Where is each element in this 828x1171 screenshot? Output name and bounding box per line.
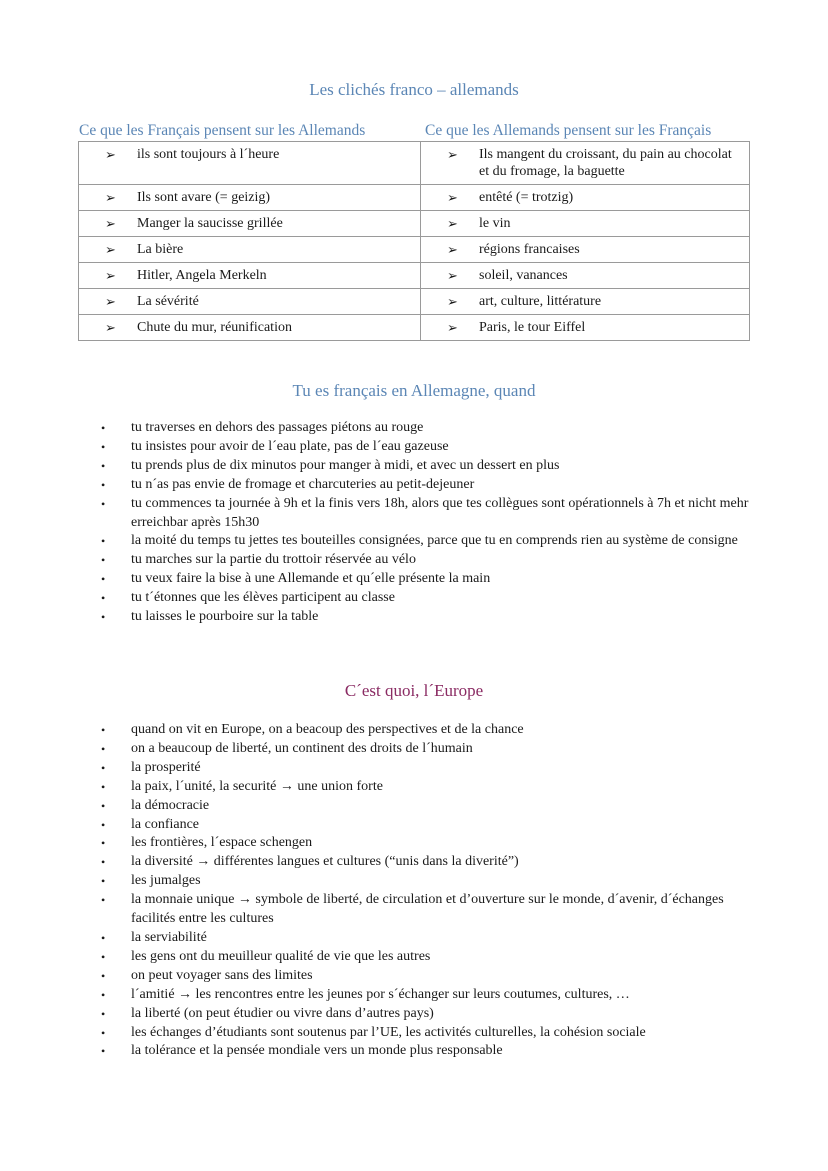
cell-text: La bière bbox=[137, 242, 184, 257]
section-title-francais-en-allemagne: Tu es français en Allemagne, quand bbox=[292, 381, 536, 400]
bullet-icon: • bbox=[101, 760, 106, 775]
list-item-text: les échanges d’étudiants sont soutenus par l’UE, les activités culturelles, la cohésion sociale bbox=[131, 1024, 646, 1040]
cell-text: le vin bbox=[479, 216, 511, 231]
list-item-text: les gens ont du meuilleur qualité de vie que les autres bbox=[131, 948, 431, 964]
list-item bbox=[99, 419, 749, 438]
cell-text: Ils sont avare (= geizig) bbox=[137, 190, 271, 205]
bullet-icon: • bbox=[101, 817, 106, 832]
arrow-bullet-icon: ➢ bbox=[105, 147, 116, 162]
cell-text: ils sont toujours à l´heure bbox=[137, 147, 280, 162]
table-row bbox=[79, 289, 750, 315]
list-item-text: les frontières, l´espace schengen bbox=[131, 835, 313, 851]
left-cell bbox=[79, 211, 421, 237]
arrow-bullet-icon: ➢ bbox=[447, 320, 458, 335]
list-item-text: on a beaucoup de liberté, un continent des droits de l´humain bbox=[131, 740, 473, 756]
bullet-icon: • bbox=[101, 591, 106, 606]
list-item bbox=[99, 570, 749, 589]
arrow-bullet-icon: ➢ bbox=[447, 147, 458, 162]
list-item-text: la moité du temps tu jettes tes bouteilles consignées, parce que tu en comprends rien au système de consigne bbox=[131, 533, 738, 549]
list-item bbox=[99, 797, 749, 816]
list-item-text: les jumalges bbox=[131, 873, 201, 889]
list-item bbox=[99, 495, 749, 533]
list-item bbox=[99, 740, 749, 759]
cell-text: Manger la saucisse grillée bbox=[137, 216, 283, 231]
list-item bbox=[99, 532, 749, 551]
arrow-bullet-icon: ➢ bbox=[105, 190, 116, 205]
arrow-bullet-icon: ➢ bbox=[447, 216, 458, 231]
section-title-europe: C´est quoi, l´Europe bbox=[344, 681, 484, 700]
left-cell bbox=[79, 289, 421, 315]
bullet-icon: • bbox=[101, 855, 106, 870]
list-item bbox=[99, 608, 749, 627]
cell-text: Hitler, Angela Merkeln bbox=[137, 268, 267, 283]
list-item bbox=[99, 948, 749, 967]
list-item-text: on peut voyager sans des limites bbox=[131, 967, 313, 983]
left-cell bbox=[79, 263, 421, 289]
list-item bbox=[99, 834, 749, 853]
list-item-text: la serviabilité bbox=[131, 929, 207, 945]
cell-text: régions francaises bbox=[479, 242, 580, 257]
list-item-text: la confiance bbox=[131, 816, 200, 832]
left-cell bbox=[79, 237, 421, 263]
right-cell bbox=[421, 237, 750, 263]
list-item-text: tu t´étonnes que les élèves participent au classe bbox=[131, 590, 395, 606]
list-item bbox=[99, 986, 749, 1005]
bullet-icon: • bbox=[101, 893, 106, 908]
list-item bbox=[99, 589, 749, 608]
arrow-bullet-icon: ➢ bbox=[105, 320, 116, 335]
list-item-text: tu traverses en dehors des passages piétons au rouge bbox=[131, 420, 424, 435]
arrow-bullet-icon: ➢ bbox=[105, 242, 116, 257]
bullet-icon: • bbox=[101, 534, 106, 549]
europe-list bbox=[99, 721, 749, 1061]
cell-text: art, culture, littérature bbox=[479, 294, 602, 309]
bullet-icon: • bbox=[101, 477, 106, 492]
list-item-text: la liberté (on peut étudier ou vivre dans d’autres pays) bbox=[131, 1005, 434, 1021]
list-item-text: tu veux faire la bise à une Allemande et qu´elle présente la main bbox=[131, 571, 491, 587]
list-item-text: la démocracie bbox=[131, 797, 210, 813]
bullet-icon: • bbox=[101, 1006, 106, 1021]
left-cell bbox=[79, 185, 421, 211]
list-item bbox=[99, 1042, 749, 1061]
right-cell bbox=[421, 315, 750, 341]
list-item-text: tu n´as pas envie de fromage et charcuteries au petit-dejeuner bbox=[131, 476, 475, 492]
list-item bbox=[99, 967, 749, 986]
page-title: Les clichés franco – allemands bbox=[309, 80, 519, 99]
cell-text: entêté (= trotzig) bbox=[479, 190, 574, 205]
table-row bbox=[79, 263, 750, 289]
bullet-icon: • bbox=[101, 949, 106, 964]
list-item-text: tu commences ta journée à 9h et la finis vers 18h, alors que tes collègues sont opérationnels à 7h et nicht mehr erreichbar après 15h30 bbox=[131, 495, 749, 530]
right-cell bbox=[421, 211, 750, 237]
bullet-icon: • bbox=[101, 572, 106, 587]
list-item-text: la diversité → différentes langues et cultures (“unis dans la diverité”) bbox=[131, 854, 519, 870]
bullet-icon: • bbox=[101, 987, 106, 1002]
table-row bbox=[79, 185, 750, 211]
arrow-bullet-icon: ➢ bbox=[447, 190, 458, 205]
cell-text: La sévérité bbox=[137, 294, 199, 309]
list-item bbox=[99, 721, 749, 740]
cell-text: Paris, le tour Eiffel bbox=[479, 320, 586, 335]
bullet-icon: • bbox=[101, 610, 106, 625]
list-item bbox=[99, 929, 749, 948]
list-item bbox=[99, 759, 749, 778]
list-item-text: tu prends plus de dix minutos pour manger à midi, et avec un dessert en plus bbox=[131, 457, 560, 473]
bullet-icon: • bbox=[101, 723, 106, 737]
arrow-bullet-icon: ➢ bbox=[105, 216, 116, 231]
bullet-icon: • bbox=[101, 874, 106, 889]
list-item bbox=[99, 853, 749, 872]
list-item-text: tu marches sur la partie du trottoir réservée au vélo bbox=[131, 552, 416, 568]
list-item-text: l´amitié → les rencontres entre les jeunes por s´échanger sur leurs coutumes, cultures, … bbox=[131, 986, 630, 1002]
table-row bbox=[79, 211, 750, 237]
right-column-heading: Ce que les Allemands pensent sur les Français bbox=[425, 122, 712, 139]
bullet-icon: • bbox=[101, 968, 106, 983]
table-row bbox=[79, 315, 750, 341]
bullet-icon: • bbox=[101, 1025, 106, 1040]
list-item-text: quand on vit en Europe, on a beacoup des perspectives et de la chance bbox=[131, 722, 524, 737]
list-item bbox=[99, 891, 749, 929]
list-item bbox=[99, 1005, 749, 1024]
list-item bbox=[99, 1024, 749, 1043]
list-item-text: la tolérance et la pensée mondiale vers un monde plus responsable bbox=[131, 1043, 503, 1059]
bullet-icon: • bbox=[101, 496, 106, 511]
list-item bbox=[99, 476, 749, 495]
list-item-text: la paix, l´unité, la securité → une union forte bbox=[131, 778, 383, 794]
left-cell bbox=[79, 315, 421, 341]
list-item bbox=[99, 438, 749, 457]
arrow-bullet-icon: ➢ bbox=[447, 294, 458, 309]
bullet-icon: • bbox=[101, 421, 106, 435]
bullet-icon: • bbox=[101, 458, 106, 473]
arrow-bullet-icon: ➢ bbox=[447, 268, 458, 283]
list-item-text: tu insistes pour avoir de l´eau plate, pas de l´eau gazeuse bbox=[131, 438, 449, 454]
arrow-bullet-icon: ➢ bbox=[105, 268, 116, 283]
bullet-icon: • bbox=[101, 741, 106, 756]
bullet-icon: • bbox=[101, 439, 106, 454]
cell-text: Chute du mur, réunification bbox=[137, 320, 292, 335]
bullet-icon: • bbox=[101, 553, 106, 568]
list-item bbox=[99, 457, 749, 476]
comparison-table bbox=[78, 141, 750, 341]
list-item bbox=[99, 816, 749, 835]
left-column-heading: Ce que les Français pensent sur les Allemands bbox=[79, 122, 366, 139]
table-row bbox=[79, 237, 750, 263]
list-item-text: tu laisses le pourboire sur la table bbox=[131, 609, 319, 625]
left-cell bbox=[79, 142, 421, 185]
francais-en-allemagne-list bbox=[99, 419, 749, 627]
bullet-icon: • bbox=[101, 798, 106, 813]
list-item bbox=[99, 551, 749, 570]
arrow-bullet-icon: ➢ bbox=[105, 294, 116, 309]
arrow-bullet-icon: ➢ bbox=[447, 242, 458, 257]
bullet-icon: • bbox=[101, 1044, 106, 1059]
right-cell bbox=[421, 263, 750, 289]
bullet-icon: • bbox=[101, 930, 106, 945]
cell-text: soleil, vanances bbox=[479, 268, 568, 283]
bullet-icon: • bbox=[101, 779, 106, 794]
right-cell bbox=[421, 142, 750, 185]
right-cell bbox=[421, 289, 750, 315]
cell-text: Ils mangent du croissant, du pain au chocolat et du fromage, la baguette bbox=[479, 147, 732, 179]
list-item-text: la prosperité bbox=[131, 759, 201, 775]
bullet-icon: • bbox=[101, 836, 106, 851]
list-item-text: la monnaie unique → symbole de liberté, de circulation et d’ouverture sur le monde, d´avenir, d´échanges facilités entre les cultures bbox=[131, 892, 724, 927]
table-row bbox=[79, 142, 750, 185]
list-item bbox=[99, 778, 749, 797]
right-cell bbox=[421, 185, 750, 211]
list-item bbox=[99, 872, 749, 891]
